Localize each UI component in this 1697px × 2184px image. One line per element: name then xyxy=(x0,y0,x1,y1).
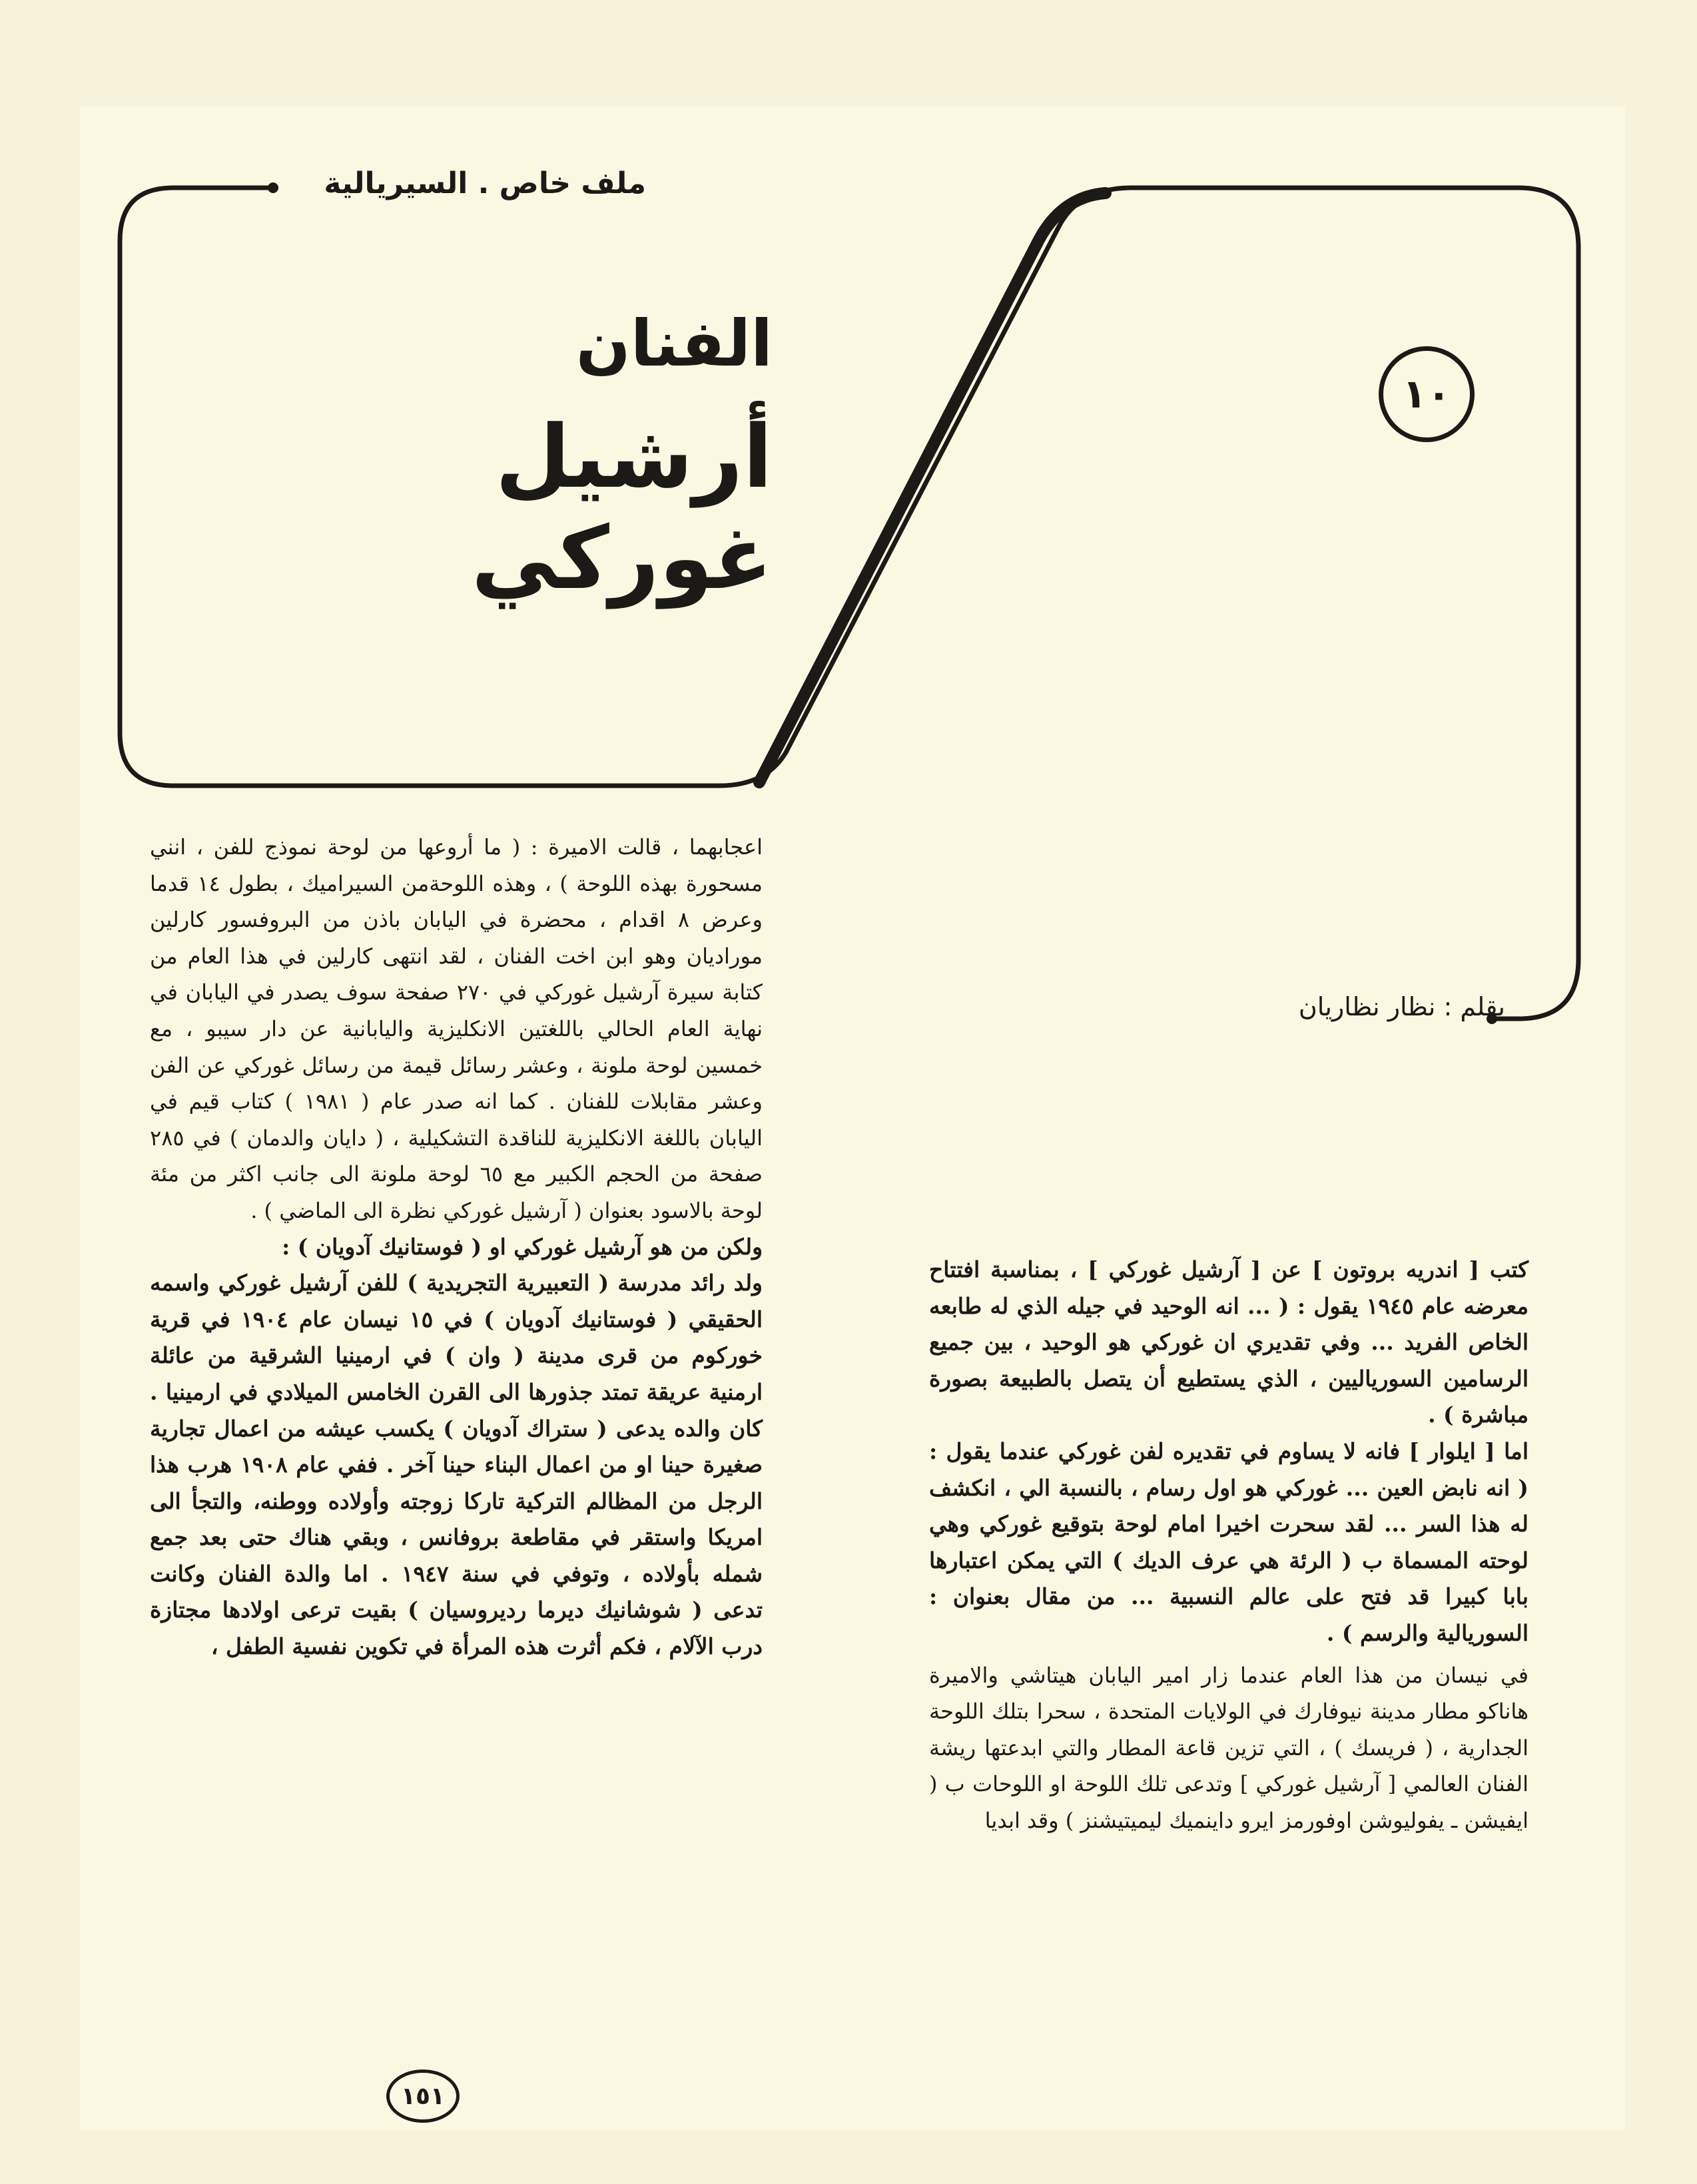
issue-number-badge: ١٠ xyxy=(1379,346,1475,442)
left-paragraph-1: اعجابهما ، قالت الاميرة : ( ما أروعها من لوحة نموذج للفن ، انني مسحورة بهذه اللوحة ) ، وهذه اللوحةمن السيراميك ، بطول ١٤ قدما وعرض ٨ اقدام ، محضرة في اليابان باذن من البروفسور كارلين موراديان وهو ابن اخت الفنان ، لقد انتهى كارلين في هذا العام من كتابة سيرة آرشيل غوركي في ٢٧٠ صفحة سوف يصدر في اليابان في نهاية العام الحالي باللغتين الانكليزية واليابانية عن دار سيبو ، مع خمسين لوحة ملونة ، وعشر رسائل قيمة من رسائل غوركي عن الفن وعشر مقابلات للفنان . كما انه صدر عام ( ١٩٨١ ) كتاب قيم في اليابان باللغة الانكليزية للناقدة التشكيلية ، ( دايان والدمان ) في ٢٨٥ صفحة من الحجم الكبير مع ٦٥ لوحة ملونة الى جانب اكثر من مئة لوحة بالاسود بعنوان ( آرشيل غوركي نظرة الى الماضي ) . xyxy=(150,834,763,1223)
frame-end-dot-top xyxy=(268,182,278,193)
page-number: ١٥١ xyxy=(386,2069,460,2123)
right-paragraph-3: في نيسان من هذا العام عندما زار امير اليابان هيتاشي والاميرة هاناكو مطار مدينة نيوفارك في الولايات المتحدة ، سحرا بتلك اللوحة الجدارية ، ( فريسك ) ، التي تزين قاعة المطار والتي ابدعتها ريشة الفنان العالمي [ آرشيل غوركي ] وتدعى تلك اللوحة او اللوحات ب ( ايفيشن ـ يفوليوشن اوفورمز ايرو داينميك ليميتيشنز ) وقد ابديا xyxy=(929,1662,1529,1833)
author-byline: بقلم : نظار نظاريان xyxy=(1298,992,1505,1021)
left-paragraph-2: ولكن من هو آرشيل غوركي او ( فوستانيك آدويان ) : xyxy=(282,1233,763,1260)
right-paragraph-2: اما [ ايلوار ] فانه لا يساوم في تقديره لفن غوركي عندما يقول : ( انه نابض العين ... غوركي هو اول رسام ، بالنسبة الي ، انكشف له هذا السر ... لقد سحرت اخيرا امام لوحة بتوقيع غوركي وهي لوحته المسماة ب ( الرئة هي عرف الديك ) التي يمكن اعتبارها بابا كبيرا قد فتح على عالم النسبية ... من مقال بعنوان : السوريالية والرسم ) . xyxy=(929,1438,1528,1646)
left-paragraph-3: ولد رائد مدرسة ( التعبيرية التجريدية ) للفن آرشيل غوركي واسمه الحقيقي ( فوستانيك آدويان ) في ١٥ نيسان عام ١٩٠٤ في قرية خوركوم من قرى مدينة ( وان ) في ارمينيا الشرقية من عائلة ارمنية عريقة تمتد جذورها الى القرن الخامس الميلادي في ارمينيا . كان والده يدعى ( ستراك آدويان ) يكسب عيشه من اعمال تجارية صغيرة حينا او من اعمال البناء حينا آخر . ففي عام ١٩٠٨ هرب هذا الرجل من المظالم التركية تاركا زوجته وأولاده ووطنه، والتجأ الى امريكا واستقر في مقاطعة بروفانس ، وبقي هناك حتى بعد جمع شمله بأولاده ، وتوفي في سنة ١٩٤٧ . اما والدة الفنان وكانت تدعى ( شوشانيك ديرما رديروسيان ) بقيت ترعى اولادها مجتازة درب الآلام ، فكم أثرت هذه المرأة في تكوين نفسية الطفل ، xyxy=(150,1270,763,1660)
title-line2: أرشيل غوركي xyxy=(471,406,773,609)
section-label: ملف خاص . السيريالية xyxy=(324,166,646,200)
left-column xyxy=(150,829,763,1665)
frame-diagonal-shadow xyxy=(759,193,1106,782)
right-column xyxy=(929,1252,1528,1839)
title-line1: الفنان xyxy=(575,306,773,381)
right-paragraph-1: كتب [ اندريه بروتون ] عن [ آرشيل غوركي ] ، بمناسبة افتتاح معرضه عام ١٩٤٥ يقول : ( ... انه الوحيد في جيله الذي له طابعه الخاص الفريد ... وفي تقديري ان غوركي هو الوحيد ، بين جميع الرسامين السورياليين ، الذي يستطيع أن يتصل بالطبيعة بصورة مباشرة ) . xyxy=(929,1256,1529,1428)
